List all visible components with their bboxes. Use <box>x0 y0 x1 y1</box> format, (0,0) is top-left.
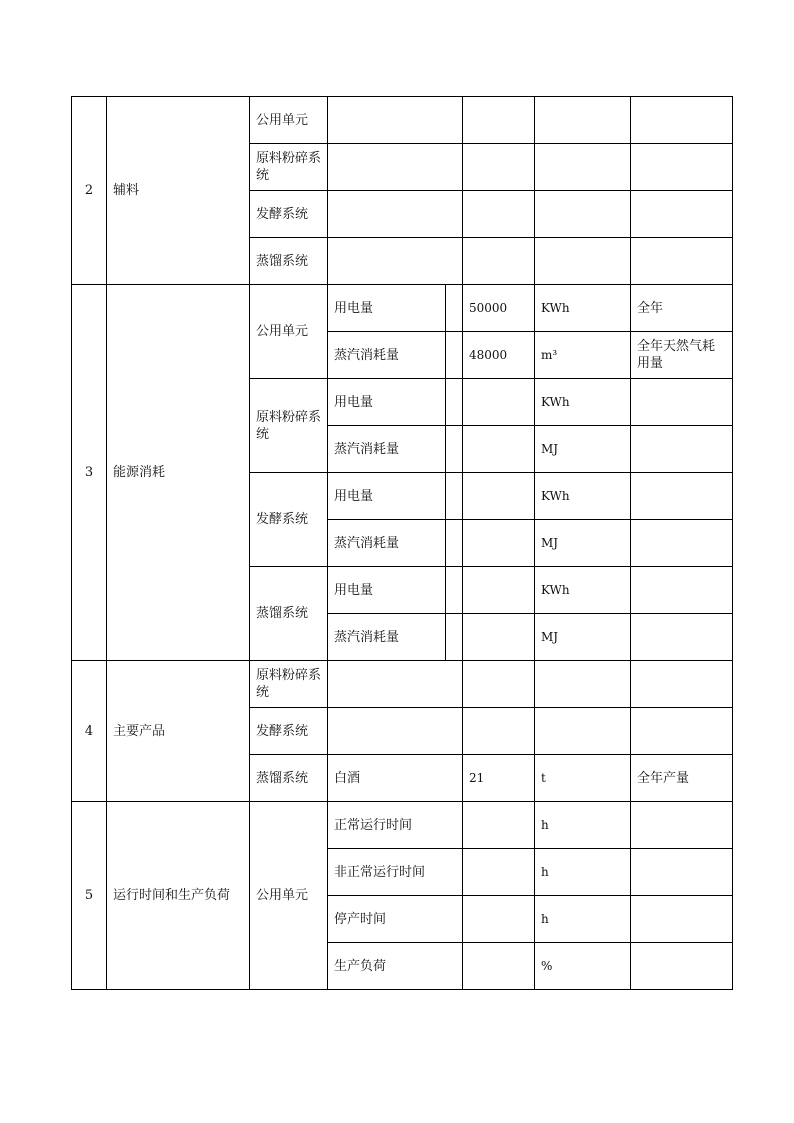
spacer-cell <box>446 614 463 661</box>
value-cell <box>463 896 535 943</box>
value-cell <box>463 520 535 567</box>
unit-cell <box>535 97 631 144</box>
item-cell: 用电量 <box>328 473 446 520</box>
category-cell: 主要产品 <box>107 661 250 802</box>
unit-cell: KWh <box>535 379 631 426</box>
note-cell <box>631 520 733 567</box>
value-cell <box>463 97 535 144</box>
category-cell: 能源消耗 <box>107 285 250 661</box>
value-cell: 21 <box>463 755 535 802</box>
unit-cell <box>535 238 631 285</box>
row-number: 5 <box>72 802 107 990</box>
subsystem-cell: 公用单元 <box>250 802 328 990</box>
note-cell <box>631 802 733 849</box>
item-cell: 停产时间 <box>328 896 463 943</box>
spacer-cell <box>446 379 463 426</box>
category-cell: 辅料 <box>107 97 250 285</box>
subsystem-cell: 原料粉碎系统 <box>250 144 328 191</box>
unit-cell: KWh <box>535 285 631 332</box>
spacer-cell <box>446 473 463 520</box>
value-cell <box>463 943 535 990</box>
row-number: 3 <box>72 285 107 661</box>
subsystem-cell: 公用单元 <box>250 285 328 379</box>
note-cell: 全年产量 <box>631 755 733 802</box>
table-row <box>72 285 733 332</box>
note-cell <box>631 614 733 661</box>
value-cell <box>463 708 535 755</box>
category-cell: 运行时间和生产负荷 <box>107 802 250 990</box>
value-cell: 48000 <box>463 332 535 379</box>
note-cell <box>631 849 733 896</box>
item-cell: 非正常运行时间 <box>328 849 463 896</box>
note-cell <box>631 144 733 191</box>
note-cell <box>631 661 733 708</box>
subsystem-cell: 公用单元 <box>250 97 328 144</box>
item-cell: 蒸汽消耗量 <box>328 426 446 473</box>
unit-cell: h <box>535 802 631 849</box>
value-cell <box>463 238 535 285</box>
unit-cell: KWh <box>535 473 631 520</box>
item-cell: 用电量 <box>328 285 446 332</box>
unit-cell: MJ <box>535 614 631 661</box>
item-cell: 用电量 <box>328 379 446 426</box>
item-cell: 蒸汽消耗量 <box>328 520 446 567</box>
subsystem-cell: 蒸馏系统 <box>250 567 328 661</box>
note-cell <box>631 191 733 238</box>
table-row <box>72 802 733 849</box>
note-cell <box>631 97 733 144</box>
spacer-cell <box>446 285 463 332</box>
item-cell: 蒸汽消耗量 <box>328 332 446 379</box>
item-cell <box>328 708 463 755</box>
note-cell <box>631 379 733 426</box>
value-cell <box>463 802 535 849</box>
note-cell <box>631 896 733 943</box>
note-cell <box>631 943 733 990</box>
unit-cell: % <box>535 943 631 990</box>
row-number: 2 <box>72 97 107 285</box>
note-cell: 全年 <box>631 285 733 332</box>
spacer-cell <box>446 426 463 473</box>
subsystem-cell: 蒸馏系统 <box>250 238 328 285</box>
subsystem-cell: 发酵系统 <box>250 708 328 755</box>
value-cell <box>463 426 535 473</box>
unit-cell: KWh <box>535 567 631 614</box>
note-cell <box>631 567 733 614</box>
table-row <box>72 97 733 144</box>
item-cell <box>328 144 463 191</box>
value-cell <box>463 473 535 520</box>
value-cell <box>463 379 535 426</box>
item-cell <box>328 191 463 238</box>
item-cell: 用电量 <box>328 567 446 614</box>
subsystem-cell: 蒸馏系统 <box>250 755 328 802</box>
item-cell: 生产负荷 <box>328 943 463 990</box>
subsystem-cell: 原料粉碎系统 <box>250 379 328 473</box>
value-cell <box>463 661 535 708</box>
subsystem-cell: 发酵系统 <box>250 191 328 238</box>
unit-cell: MJ <box>535 426 631 473</box>
unit-cell <box>535 191 631 238</box>
unit-cell: h <box>535 849 631 896</box>
value-cell <box>463 849 535 896</box>
note-cell <box>631 426 733 473</box>
value-cell <box>463 614 535 661</box>
item-cell: 正常运行时间 <box>328 802 463 849</box>
unit-cell: MJ <box>535 520 631 567</box>
value-cell <box>463 191 535 238</box>
item-cell: 白酒 <box>328 755 463 802</box>
item-cell <box>328 238 463 285</box>
spacer-cell <box>446 332 463 379</box>
value-cell <box>463 144 535 191</box>
row-number: 4 <box>72 661 107 802</box>
data-table <box>71 96 733 990</box>
unit-cell <box>535 661 631 708</box>
value-cell: 50000 <box>463 285 535 332</box>
unit-cell <box>535 708 631 755</box>
subsystem-cell: 原料粉碎系统 <box>250 661 328 708</box>
table-row <box>72 661 733 708</box>
item-cell <box>328 661 463 708</box>
spacer-cell <box>446 520 463 567</box>
item-cell: 蒸汽消耗量 <box>328 614 446 661</box>
note-cell <box>631 238 733 285</box>
unit-cell: t <box>535 755 631 802</box>
subsystem-cell: 发酵系统 <box>250 473 328 567</box>
spacer-cell <box>446 567 463 614</box>
note-cell <box>631 708 733 755</box>
note-cell: 全年天然气耗用量 <box>631 332 733 379</box>
value-cell <box>463 567 535 614</box>
item-cell <box>328 97 463 144</box>
unit-cell: m³ <box>535 332 631 379</box>
unit-cell: h <box>535 896 631 943</box>
unit-cell <box>535 144 631 191</box>
note-cell <box>631 473 733 520</box>
